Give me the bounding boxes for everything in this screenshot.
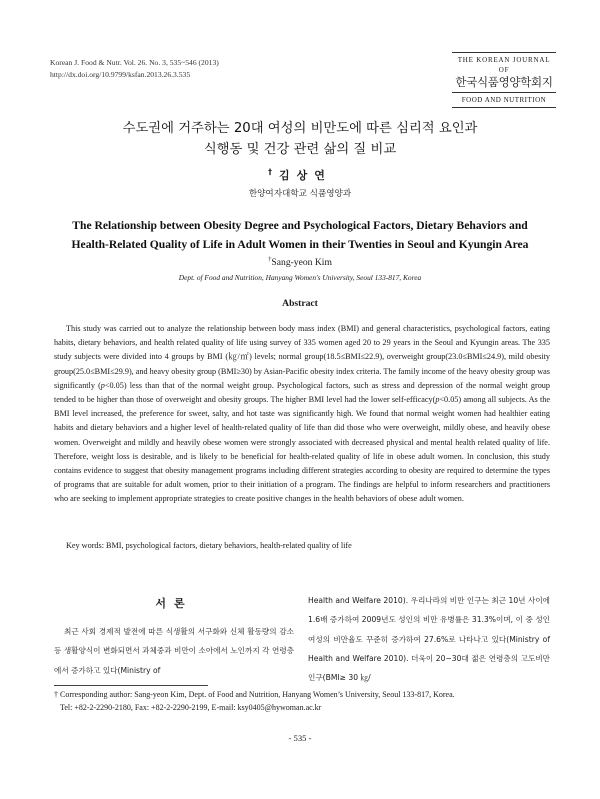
- abstract-part1: This study was carried out to analyze the relationship between body mass index (BMI) and general characteristics, psychological factors, eating habits, dietary behaviors, and health related quality of life using survey of 335 women aged 20 to 29 years in the Seoul and Kyungin areas. The 335 study subjects were divided into 4 groups by BMI (㎏/㎡) levels; normal group(18.5≤BMI≤22.9), overweight group(23.0≤BMI≤24.9), mild obesity group(25.0≤BMI≤29.9), and heavy obesity group (BMI≥30) by Asian-Pacific obesity index criteria. The family income of the heavy obesity group was significantly (: [54, 324, 550, 390]
- intro-left-column: 최근 사회 경제적 발전에 따른 식생활의 서구화와 신체 활동량의 감소 등 생활양식이 변화되면서 과체중과 비만이 소아에서 노인까지 각 연령층에서 증가하고 있다(Ministry of: [54, 627, 294, 675]
- abstract-part3: <0.05) among all subjects. As the BMI level increased, the preference for sweet, salty, and hot taste was significantly high. We found that normal weight women had healthier eating habits and dietary behaviors and a higher level of health-related quality of life than did those who were overweight, mildly obese, and heavily obese women. Overweight and mildly and heavily obese women were strongly associated with decreased physical and mental health related quality of life. Therefore, weight loss is desirable, and is likely to be beneficial for health-related quality of life in obese adult women. In conclusion, this study contains evidence to suggest that obesity management programs including different strategies according to obesity are required to determine the types of programs that are suitable for adult women, prior to their initiation of a program. The findings are helpful to inform researchers and practitioners who are seeking to implement appropriate strategies to create positive changes in the health behaviors of obese adult women.: [54, 395, 550, 504]
- author-en: [0, 256, 600, 268]
- abstract-body: [54, 322, 550, 507]
- title-en-line1: The Relationship between Obesity Degree and Psychological Factors, Dietary Behaviors and: [72, 219, 528, 232]
- abstract-heading: Abstract: [282, 298, 318, 309]
- author-ko: [0, 167, 600, 183]
- journal-logo: [452, 50, 556, 110]
- section-heading-intro: 서론: [155, 597, 193, 610]
- title-ko-line2: 식행동 및 건강 관련 삶의 질 비교: [203, 142, 397, 157]
- footnote-rule: [54, 685, 208, 686]
- abstract-p-symbol: p: [435, 395, 440, 405]
- doi-link[interactable]: http://dx.doi.org/10.9799/ksfan.2013.26.3.535: [50, 70, 191, 79]
- title-en-line2: Health-Related Quality of Life in Adult Women in their Twenties in Seoul and Kyungin Area: [71, 238, 529, 251]
- footnote-line1: † Corresponding author: Sang-yeon Kim, Dept. of Food and Nutrition, Hanyang Women’s University, Seoul 133-817, Korea.: [54, 690, 455, 699]
- logo-rule-bottom: [452, 107, 556, 108]
- keywords: Key words: BMI, psychological factors, dietary behaviors, health-related quality of life: [66, 541, 352, 550]
- corresponding-mark-en: †: [268, 256, 272, 263]
- intro-right-column: Health and Welfare 2010). 우리나라의 비만 인구는 최근 10년 사이에 1.6배 증가하여 2009년도 성인의 비만 유병률은 31.3%이며, 이 중 성인 여성의 비만율도 꾸준히 증가하여 27.6%로 나타나고 있다(Ministry of Health and Welfare 2010). 더욱이 20~30대 젊은 연령층의 고도비만인구(BMI≥ 30 ㎏/: [308, 596, 550, 683]
- abstract-p-symbol: p: [100, 380, 105, 390]
- logo-rule-top: [452, 52, 556, 53]
- journal-name-ko: 한국식품영양학회지: [455, 75, 553, 89]
- logo-rule-mid: [452, 92, 556, 93]
- page-number: - 535 -: [288, 733, 312, 743]
- journal-name-en-bottom: FOOD AND NUTRITION: [461, 96, 547, 104]
- journal-citation: [50, 57, 219, 81]
- author-en-name: Sang-yeon Kim: [271, 257, 332, 269]
- journal-line: Korean J. Food & Nutr. Vol. 26. No. 3, 535~546 (2013): [50, 58, 219, 67]
- dept-en: Dept. of Food and Nutrition, Hanyang Women's University, Seoul 133-817, Korea: [178, 273, 422, 282]
- author-ko-name: 김상연: [278, 169, 332, 182]
- abstract-part2: <0.05) less than that of the normal weight group. Psychological factors, such as stress and depression of the normal weight group tended to be higher than those of overweight and obesity groups. The higher BMI level had the lower self-efficacy(: [54, 380, 550, 405]
- title-ko-line1: 수도권에 거주하는 20대 여성의 비만도에 따른 심리적 요인과: [122, 121, 478, 136]
- corresponding-mark: †: [268, 167, 279, 177]
- affiliation-ko: 한양여자대학교 식품영양과: [248, 189, 352, 199]
- title-ko: [0, 118, 600, 160]
- journal-name-en-top: THE KOREAN JOURNAL OF: [457, 56, 551, 74]
- footnote: [54, 688, 554, 714]
- footnote-line2: Tel: +82-2-2290-2180, Fax: +82-2-2290-2199, E-mail: ksy0405@hywoman.ac.kr: [60, 703, 322, 712]
- title-en: [40, 216, 560, 254]
